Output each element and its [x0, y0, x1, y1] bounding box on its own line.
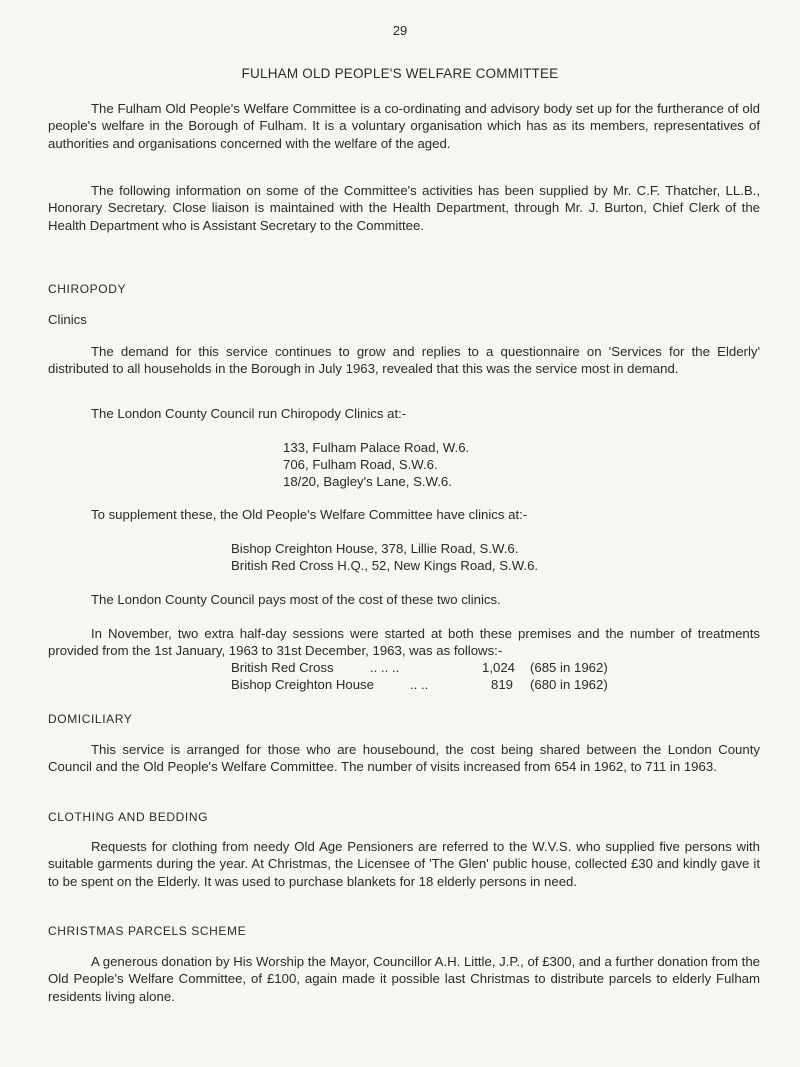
treatment-clinic-name: British Red Cross: [231, 660, 334, 675]
chiropody-paragraph-3: To supplement these, the Old People's Welfare Committee have clinics at:-: [91, 507, 528, 522]
chiropody-paragraph-1: The demand for this service continues to grow and replies to a questionnaire on 'Services for the Elderly' distributed to all households in the Borough in July 1963, revealed that this was the service most in demand.: [48, 344, 760, 377]
lcc-clinic-address: 706, Fulham Road, S.W.6.: [283, 457, 438, 472]
opwc-clinic-address: Bishop Creighton House, 378, Lillie Road, S.W.6.: [231, 541, 519, 556]
chiropody-paragraph-4: The London County Council pays most of the cost of these two clinics.: [91, 592, 501, 607]
lcc-clinic-address: 18/20, Bagley's Lane, S.W.6.: [283, 474, 452, 489]
section-heading-christmas: CHRISTMAS PARCELS SCHEME: [48, 924, 247, 938]
domiciliary-paragraph: This service is arranged for those who are housebound, the cost being shared between the London County Council and the Old People's Welfare Committee. The number of visits increased from 654 in 1962, to 711 in 1963.: [48, 742, 760, 775]
page-title: FULHAM OLD PEOPLE'S WELFARE COMMITTEE: [241, 66, 559, 81]
opwc-clinic-address: British Red Cross H.Q., 52, New Kings Road, S.W.6.: [231, 558, 539, 573]
chiropody-paragraph-5: In November, two extra half-day sessions were started at both these premises and the number of treatments provided from the 1st January, 1963 to 31st December, 1963, was as follows:-: [48, 626, 760, 659]
treatment-count: 819: [491, 677, 514, 692]
intro-paragraph-1: The Fulham Old People's Welfare Committee is a co-ordinating and advisory body set up for the furtherance of old people's welfare in the Borough of Fulham. It is a voluntary organisation which has as its members, representatives of authorities and organisations concerned with the welfare of the aged.: [48, 101, 760, 151]
christmas-paragraph: A generous donation by His Worship the Mayor, Councillor A.H. Little, J.P., of £300, and a further donation from the Old People's Welfare Committee, of £100, again made it possible last Christmas to distribute parcels to elderly Fulham residents living alone.: [48, 954, 760, 1004]
lcc-clinic-address: 133, Fulham Palace Road, W.6.: [283, 440, 470, 455]
treatment-row: [0, 659, 800, 677]
leader-dots: .. ..: [410, 677, 429, 692]
treatment-clinic-name: Bishop Creighton House: [231, 677, 374, 692]
treatment-previous-year: (685 in 1962): [530, 660, 608, 675]
subheading-clinics: Clinics: [48, 312, 87, 327]
chiropody-paragraph-2: The London County Council run Chiropody Clinics at:-: [91, 406, 407, 421]
page-number: 29: [392, 23, 408, 38]
leader-dots: .. .. ..: [370, 660, 400, 675]
treatment-row: [0, 676, 800, 694]
section-heading-chiropody: CHIROPODY: [48, 282, 127, 296]
intro-paragraph-2: The following information on some of the Committee's activities has been supplied by Mr. C.F. Thatcher, LL.B., Honorary Secretary. Close liaison is maintained with the Health Department, through Mr. J. Burton, Chief Clerk of the Health Department who is Assistant Secretary to the Committee.: [48, 183, 760, 233]
clothing-paragraph: Requests for clothing from needy Old Age Pensioners are referred to the W.V.S. who supplied five persons with suitable garments during the year. At Christmas, the Licensee of 'The Glen' public house, collected £30 and kindly gave it to be spent on the Elderly. It was used to purchase blankets for 18 elderly persons in need.: [48, 839, 760, 889]
treatment-previous-year: (680 in 1962): [530, 677, 608, 692]
section-heading-clothing: CLOTHING AND BEDDING: [48, 810, 209, 824]
section-heading-domiciliary: DOMICILIARY: [48, 712, 133, 726]
treatment-count: 1,024: [482, 660, 516, 675]
